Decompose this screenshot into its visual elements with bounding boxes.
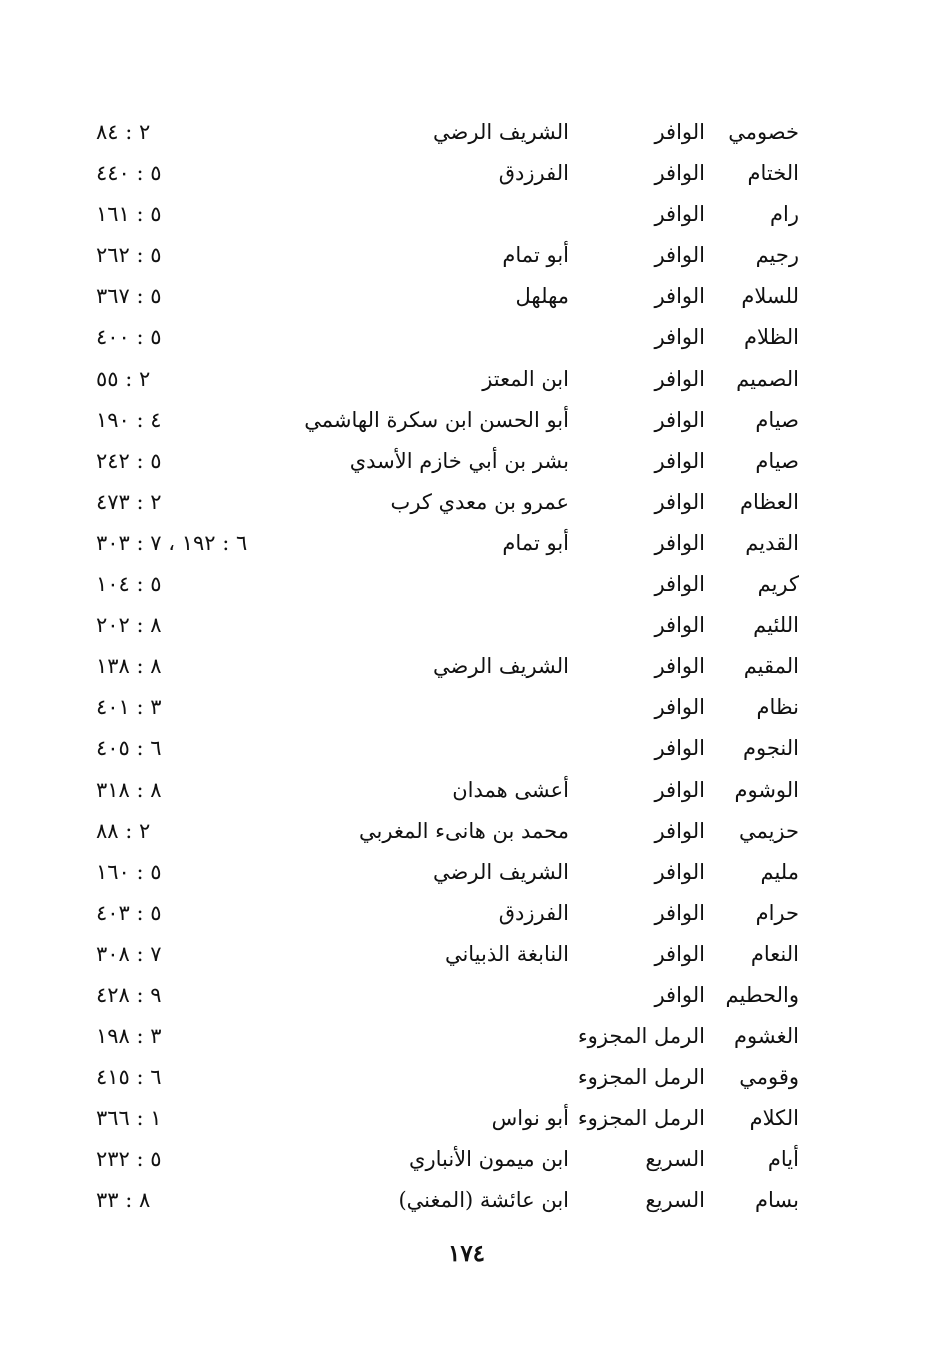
meter-name: الوافر	[654, 982, 705, 1007]
meter-name: الوافر	[654, 941, 705, 966]
index-row	[0, 276, 933, 317]
index-row	[0, 1139, 933, 1180]
meter-name: الوافر	[654, 407, 705, 432]
index-row	[0, 852, 933, 893]
volume-page-reference: ٩ : ٤٢٨	[96, 982, 162, 1007]
index-row	[0, 400, 933, 441]
volume-page-reference: ٦ : ٤١٥	[96, 1065, 162, 1090]
volume-page-reference: ١ : ٣٦٦	[96, 1106, 162, 1131]
rhyme-word: الوشوم	[734, 777, 799, 802]
meter-name: الوافر	[654, 818, 705, 843]
poet-name: الفرزدق	[498, 161, 569, 186]
poet-name: أبو تمام	[502, 530, 569, 555]
volume-page-reference: ٦ : ١٩٢ ، ٧ : ٣٠٣	[96, 530, 248, 555]
index-row	[0, 728, 933, 769]
volume-page-reference: ٧ : ٣٠٨	[96, 941, 162, 966]
rhyme-word: الصميم	[736, 366, 799, 391]
volume-page-reference: ٥ : ١٦١	[96, 202, 162, 227]
rhyme-word: بسام	[755, 1188, 799, 1213]
volume-page-reference: ٣ : ١٩٨	[96, 1024, 162, 1049]
index-row	[0, 235, 933, 276]
poet-name: أبو نواس	[491, 1106, 569, 1131]
poet-name: أعشى همدان	[452, 777, 569, 802]
index-row	[0, 194, 933, 235]
index-row	[0, 934, 933, 975]
volume-page-reference: ٥ : ٢٤٢	[96, 448, 162, 473]
meter-name: الوافر	[654, 530, 705, 555]
poet-name: ابن ميمون الأنباري	[409, 1147, 569, 1172]
volume-page-reference: ٥ : ٤٠٣	[96, 900, 162, 925]
index-row	[0, 441, 933, 482]
volume-page-reference: ٥ : ٢٦٢	[96, 243, 162, 268]
rhyme-word: كريم	[757, 572, 799, 597]
index-row	[0, 482, 933, 523]
index-row	[0, 564, 933, 605]
rhyme-word: رام	[770, 202, 799, 227]
meter-name: الوافر	[654, 366, 705, 391]
volume-page-reference: ٥ : ٤٠٠	[96, 325, 162, 350]
volume-page-reference: ٢ : ٤٧٣	[96, 489, 162, 514]
index-row	[0, 975, 933, 1016]
rhyme-word: حرام	[755, 900, 799, 925]
meter-name: الوافر	[654, 859, 705, 884]
poet-name: الشريف الرضي	[433, 654, 569, 679]
rhyme-word: صيام	[755, 407, 799, 432]
volume-page-reference: ٥ : ٣٦٧	[96, 284, 162, 309]
poet-name: الشريف الرضي	[433, 120, 569, 144]
meter-name: الرمل المجزوء	[577, 1065, 705, 1090]
volume-page-reference: ٢ : ٨٨	[96, 818, 151, 843]
meter-name: السريع	[645, 1188, 705, 1213]
meter-name: الوافر	[654, 613, 705, 638]
meter-name: الوافر	[654, 654, 705, 679]
rhyme-word: أيام	[767, 1147, 799, 1172]
rhyme-word: اللئيم	[753, 613, 799, 638]
poet-name: مهلهل	[515, 284, 569, 309]
meter-name: الوافر	[654, 695, 705, 720]
meter-name: الوافر	[654, 777, 705, 802]
rhyme-word: وقومي	[739, 1065, 799, 1090]
meter-name: الوافر	[654, 284, 705, 309]
poet-name: ابن المعتز	[482, 366, 569, 391]
index-row	[0, 317, 933, 358]
index-row	[0, 646, 933, 687]
meter-name: الوافر	[654, 120, 705, 144]
volume-page-reference: ٣ : ٤٠١	[96, 695, 162, 720]
meter-name: الرمل المجزوء	[577, 1106, 705, 1131]
volume-page-reference: ٨ : ١٣٨	[96, 654, 162, 679]
meter-name: السريع	[645, 1147, 705, 1172]
page-number: ١٧٤	[447, 1240, 486, 1267]
volume-page-reference: ٨ : ٣١٨	[96, 777, 162, 802]
meter-name: الوافر	[654, 202, 705, 227]
volume-page-reference: ٢ : ٥٥	[96, 366, 151, 391]
meter-name: الوافر	[654, 489, 705, 514]
volume-page-reference: ٥ : ٤٤٠	[96, 161, 162, 186]
rhyme-word: الغشوم	[734, 1024, 799, 1049]
poet-name: ابن عائشة (المغني)	[398, 1188, 569, 1213]
volume-page-reference: ٢ : ٨٤	[96, 120, 151, 144]
index-row	[0, 359, 933, 400]
rhyme-word: الختام	[747, 161, 799, 186]
index-row	[0, 1057, 933, 1098]
rhyme-word: مليم	[760, 859, 799, 884]
rhyme-word: المقيم	[743, 654, 799, 679]
index-row	[0, 770, 933, 811]
rhyme-word: الكلام	[749, 1106, 799, 1131]
rhyme-word: للسلام	[741, 284, 799, 309]
poet-name: محمد بن هانىء المغربي	[359, 818, 569, 843]
index-row	[0, 1180, 933, 1221]
index-row	[0, 811, 933, 852]
poet-name: أبو الحسن ابن سكرة الهاشمي	[304, 407, 569, 432]
rhyme-word: القديم	[745, 530, 799, 555]
volume-page-reference: ٦ : ٤٠٥	[96, 736, 162, 761]
volume-page-reference: ٥ : ٢٣٢	[96, 1147, 162, 1172]
meter-name: الوافر	[654, 572, 705, 597]
index-table	[0, 112, 933, 1222]
index-row	[0, 605, 933, 646]
volume-page-reference: ٥ : ١٠٤	[96, 572, 162, 597]
poet-name: الشريف الرضي	[433, 859, 569, 884]
meter-name: الوافر	[654, 243, 705, 268]
meter-name: الوافر	[654, 325, 705, 350]
poet-name: النابغة الذبياني	[444, 941, 569, 966]
index-row	[0, 687, 933, 728]
rhyme-word: العظام	[740, 489, 799, 514]
rhyme-word: نظام	[756, 695, 799, 720]
index-row	[0, 1098, 933, 1139]
rhyme-word: النجوم	[743, 736, 799, 761]
volume-page-reference: ٨ : ٢٠٢	[96, 613, 162, 638]
poet-name: بشر بن أبي خازم الأسدي	[349, 448, 569, 473]
meter-name: الوافر	[654, 900, 705, 925]
poet-name: الفرزدق	[498, 900, 569, 925]
rhyme-word: صيام	[755, 448, 799, 473]
index-row	[0, 893, 933, 934]
volume-page-reference: ٨ : ٣٣	[96, 1188, 151, 1213]
index-row	[0, 1016, 933, 1057]
index-row	[0, 153, 933, 194]
meter-name: الوافر	[654, 736, 705, 761]
rhyme-word: خصومي	[728, 120, 799, 144]
meter-name: الوافر	[654, 448, 705, 473]
rhyme-word: حزيمي	[738, 818, 799, 843]
rhyme-word: رجيم	[755, 243, 799, 268]
meter-name: الوافر	[654, 161, 705, 186]
volume-page-reference: ٤ : ١٩٠	[96, 407, 162, 432]
volume-page-reference: ٥ : ١٦٠	[96, 859, 162, 884]
rhyme-word: والحطيم	[725, 982, 799, 1007]
index-row	[0, 523, 933, 564]
rhyme-word: النعام	[750, 941, 799, 966]
rhyme-word: الظلام	[744, 325, 799, 350]
index-row	[0, 112, 933, 153]
poet-name: عمرو بن معدي كرب	[390, 489, 569, 514]
poet-name: أبو تمام	[502, 243, 569, 268]
meter-name: الرمل المجزوء	[577, 1024, 705, 1049]
